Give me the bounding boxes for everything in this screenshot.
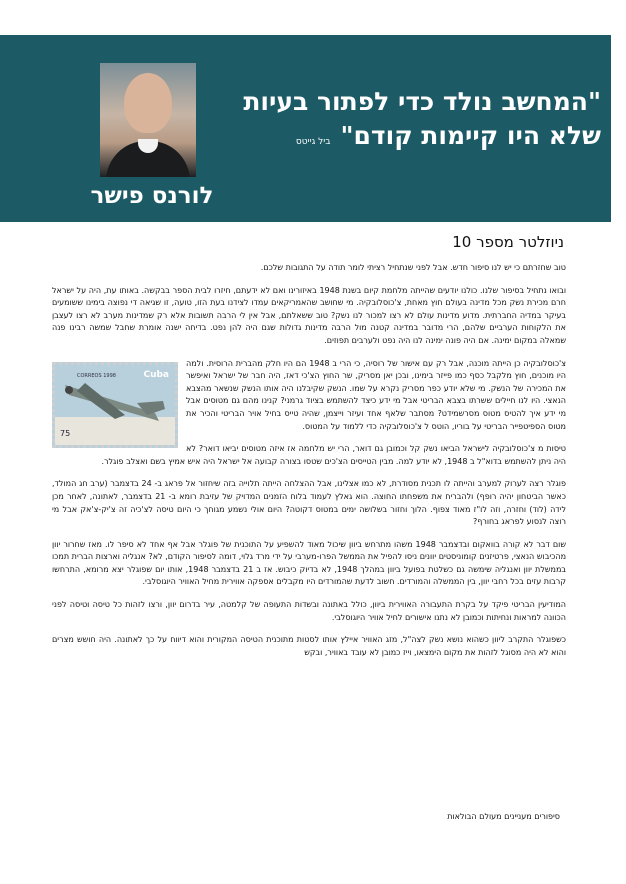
airplane-stamp-image — [52, 362, 178, 448]
quote-line-1: "המחשב נולד כדי לפתור בעיות — [243, 87, 601, 116]
author-photo — [100, 63, 196, 177]
paragraph: כשפוגלר התקרב ליוון כשהוא נושא נשק לצה"ל, מזג האוויר איילץ אותו לסטות מתוכנית הטיסה המקורית והוא דיווח על כך לאתונה. היה חושש מצרים והוא לא היה מסוגל לזהות את מקום הימצאו, וייז כמובן לא עובד באוויר, ובקש — [52, 635, 566, 657]
quote-line-2-text: שלא היו קיימות קודם" — [340, 121, 601, 150]
stamp-value: 75 — [60, 428, 71, 438]
paragraph: פוגלר רצה לערוק למערב והייתה לו תכנית מסודרת, לא כמו אצלינו, אבל ההצלחה הייתה תלוייה בזה שיחזור אל פראג ב- 24 בדצמבר (ערב חג המולד, כאשר הביטחון יהיה רופף) ולהבריח את משפחתו החוצה. הוא גאלץ לעמוד בלוח הזמנים המדויק של עזיבת רומא ב- 21 בדצמבר, לאתונה, לאחר מכן לידה (לוד) וחזרה, וזה לו"ז מאוד צפוף. הלוך וחזור בשלושה ימים במטוס דקוטה? היום אולי נשמע מגוחך כי היום טיסה לצ'כיה זה צ'יק-צ'אק אבל מי רוצה לנסוע לפראג בחורף? — [52, 479, 567, 527]
quote-line-2 — [296, 121, 601, 150]
paragraph: המודיעין הבריטי פיקד על בקרת התעבורה האווירית ביוון, כולל באתונה ובשדות התעופה של קלמטה, עיר בדרום יוון, ורצו לזהות כל טיסה וטיסה לפני הכוונה למראות ונחיתות וכמובן לא נתנו אישורים לחיל אוויר היוגוסלבי. — [52, 600, 566, 622]
footer-note: סיפורים מעניינים מעולם הבולאות — [447, 812, 560, 821]
newsletter-title: ניוזלטר מספר 10 — [452, 233, 564, 251]
author-face — [124, 73, 172, 133]
paragraph: צ'כוסלובקיה כן הייתה מוכנה, אבל רק עם אישור של רוסיה, כי הרי ב 1948 הם היו חלק מהברית הרוסית. ולמה היו מוכנים, חוץ מלקבל כסף כמו פייזר בימינו, ובכן יאן מסריק, שר החוץ הצ'כי דאז, היה חבר של ישראל ואיפשר את המכירה של הנשק. מי שלא יודע כפר מסריק נקרא על שמו. הנשק שקיבלנו היה אותו הנשק שנשאר מהצבא הנאצי. היו לנו חיילים ששרתו בצבא הבריטי אבל מי ידע כיצד להשתמש בציוד גרמני? קנינו מהם גם מטוסים אבל מי ידע איך להטיס מטוס מסרשמידט? מסתבר שלאף אחד ועיזר וייצמן, שהיה טייס בחיל אויר הבריטי והכיר את מטוס הספיטפייר הבריטי על בוריו, הוטס ל צ'כוסלובקיה כדי ללמוד על המטוס. — [186, 358, 566, 431]
quote-author: ביל גייטס — [295, 137, 331, 147]
author-name: לורנס פישר — [90, 183, 214, 209]
header-banner — [0, 35, 611, 222]
stamp-country: Cuba — [143, 369, 169, 380]
paragraph: טיסות מ צ'כוסלובקיה לישראל הביאו נשק קל וכמובן גם דואר, הרי יש מלחמה אז איזה מטוסים יביאו דואר? לא היה ניתן להשתמש בדוא"ל ב 1948, לא יודע למה. מבין הטייסים הצ'כים שטסו בצורה קבועה אל ישראל היה איש אמיץ בשם ואצלב פוגלר. — [101, 444, 566, 466]
paragraph: ובואו נתחיל בסיפור שלנו. כולנו יודעים שהייתה מלחמת קיום בשנת 1948 באיזורינו ואם לא ידעתם, חיזרו לבית הספר בבקשה. באותו עת, היה על ישראל חרם מכירת נשק מכל מדינה בעולם חוץ מאחת, צ'כוסלובקיה. מי שחושב שהאמריקאים עמדו לצידנו בעת הזו, טועה, זו שגיאה די נפוצה בימינו ששומעים בעיקר במדיה החברתית. מדוע מדינות עולם לא רצו למכור לנו נשק? טוב ששאלתם, אבל אין לי הרבה תשובות אלא רק שמדינות מערב לא רצו לעצבן את הלקוחות הערביים שלהם, הרי מדובר במדינה קטנה מול הרבה מדינות גדולות שגם היה להן נפט. בדיחה ישנה אומרת שחבל שמשה רבינו פנה שמאלה במקום ימינה. אם היה פונה ימינה לנו היה נפט ולערבים תפוזים. — [52, 285, 567, 345]
stamp-year: CORREOS 1998 — [77, 372, 116, 379]
paragraph: שום דבר לא קורה בוואקום ובדצמבר 1948 משהו מתרחש ביוון שיכול מאוד להשפיע על התוכנית של פוגלר אבל אף אחד לא סיפר לו. מאז שחרור יוון מהכיבוש הנאצי, פרטיזנים קומוניסטים יוונים ניסו להפיל את הממשל הפרו-מערבי על ידי מרד גלוי, דומה לסיפור הקודם, לא? אנגליה וארצות הברית תמכו בממשלת יוון ואנגליה שימשה גם כשלטת בפועל ביוון במהלך 1948, לא בדיוק כיבוש. אז ב 21 בדצמבר 1948, אותו יום שפוגלר יצא מרומא, התרחשו קרבות עזים בכל רחבי יוון, בין הממשלה והמורדים. חשוב לדעת שהמורדים היו מקבלים אספקה אווירית מחיל האוויר היוגוסלבי. — [52, 539, 567, 587]
article-body — [52, 262, 566, 669]
paragraph: טוב שחזרתם כי יש לנו סיפור חדש. אבל לפני שנתחיל רציתי לומר תודה על התגובות שלכם. — [260, 263, 566, 272]
